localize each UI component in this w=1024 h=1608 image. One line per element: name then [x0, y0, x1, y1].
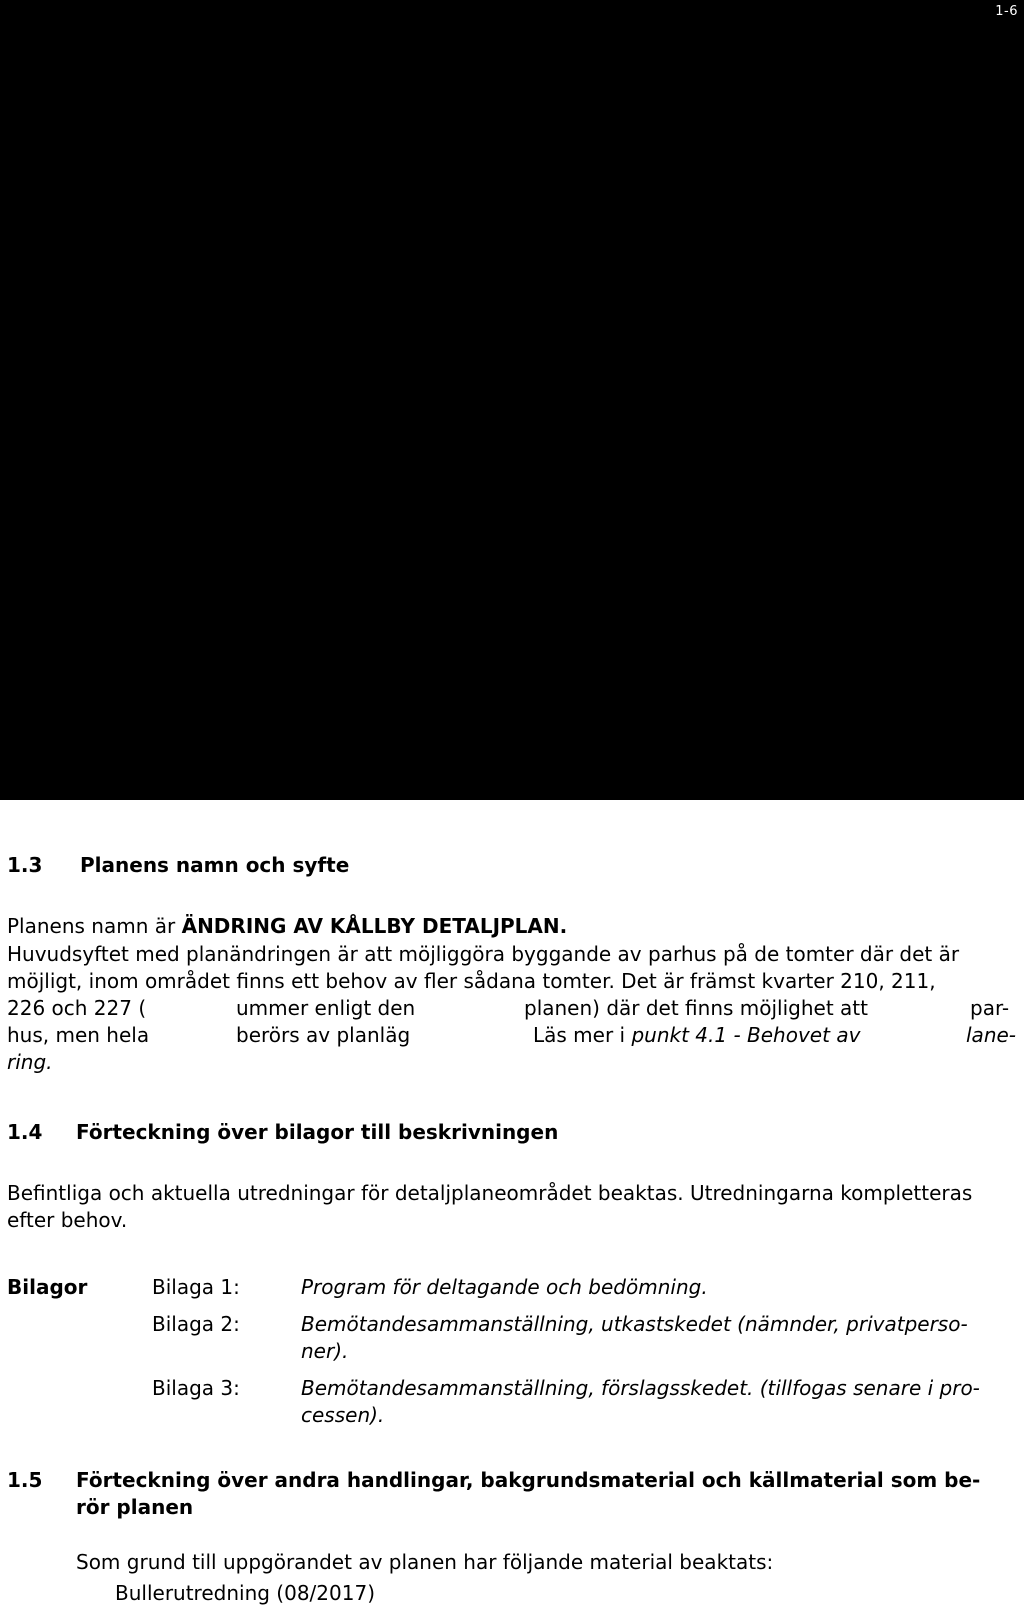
section-1-5-title-line-1: Förteckning över andra handlingar, bakgrundsmaterial och källmaterial som be- — [76, 1468, 981, 1492]
bilaga-1-text: Program för deltagande och bedömning. — [301, 1275, 708, 1299]
purpose-line-2: möjligt, inom området finns ett behov av fler sådana tomter. Det är främst kvarter 210, 211, — [7, 969, 936, 993]
line4-part-d: lane- — [966, 1023, 1017, 1047]
bilagor-label: Bilagor — [7, 1275, 88, 1299]
page-number: 1-6 — [995, 4, 1018, 19]
material-list-item: Bullerutredning (08/2017) — [115, 1581, 375, 1605]
purpose-line-1: Huvudsyftet med planändringen är att möjliggöra byggande av parhus på de tomter där det är — [7, 942, 960, 966]
plan-name-line — [7, 913, 567, 940]
bilaga-2-text-line-2: ner). — [301, 1339, 349, 1363]
bilaga-2-label: Bilaga 2: — [152, 1312, 240, 1336]
purpose-line-3 — [0, 995, 1024, 1022]
material-intro: Som grund till uppgörandet av planen har följande material beaktats: — [76, 1550, 774, 1574]
plan-name-prefix: Planens namn är — [7, 914, 182, 938]
redacted-area — [0, 0, 1024, 800]
line3-part-c: planen) där det finns möjlighet att — [524, 996, 868, 1020]
section-1-5-title-line-2: rör planen — [76, 1495, 194, 1519]
line4-part-b: berörs av planläg — [236, 1023, 411, 1047]
line3-part-d: par- — [970, 996, 1010, 1020]
bilaga-2-text-line-1: Bemötandesammanställning, utkastskedet (nämnder, privatperso- — [301, 1312, 968, 1336]
section-1-5-number: 1.5 — [7, 1468, 43, 1492]
bilaga-3-text-line-1: Bemötandesammanställning, förslagsskedet. (tillfogas senare i pro- — [301, 1376, 980, 1400]
section-1-4-title: Förteckning över bilagor till beskrivningen — [76, 1120, 559, 1144]
line4-part-c — [533, 1022, 860, 1049]
plan-name-value: ÄNDRING AV KÅLLBY DETALJPLAN. — [181, 914, 568, 938]
line4-part-c-italic: punkt 4.1 - Behovet av — [631, 1023, 861, 1047]
bilaga-3-text-line-2: cessen). — [301, 1403, 385, 1427]
bilaga-3-label: Bilaga 3: — [152, 1376, 240, 1400]
line4-part-a: hus, men hela — [7, 1023, 150, 1047]
purpose-line-4 — [0, 1022, 1024, 1049]
bilagor-para-line-1: Befintliga och aktuella utredningar för detaljplaneområdet beaktas. Utredningarna kompletteras — [7, 1181, 973, 1205]
line3-part-a: 226 och 227 ( — [7, 996, 147, 1020]
bilaga-1-label: Bilaga 1: — [152, 1275, 240, 1299]
bilagor-para-line-2: efter behov. — [7, 1208, 128, 1232]
line4-part-c-text: Läs mer i — [533, 1023, 632, 1047]
section-1-3-title: Planens namn och syfte — [80, 853, 350, 877]
section-1-4-number: 1.4 — [7, 1120, 43, 1144]
section-1-3-number: 1.3 — [7, 853, 43, 877]
purpose-line-5: ring. — [7, 1050, 53, 1074]
line3-part-b: ummer enligt den — [236, 996, 416, 1020]
